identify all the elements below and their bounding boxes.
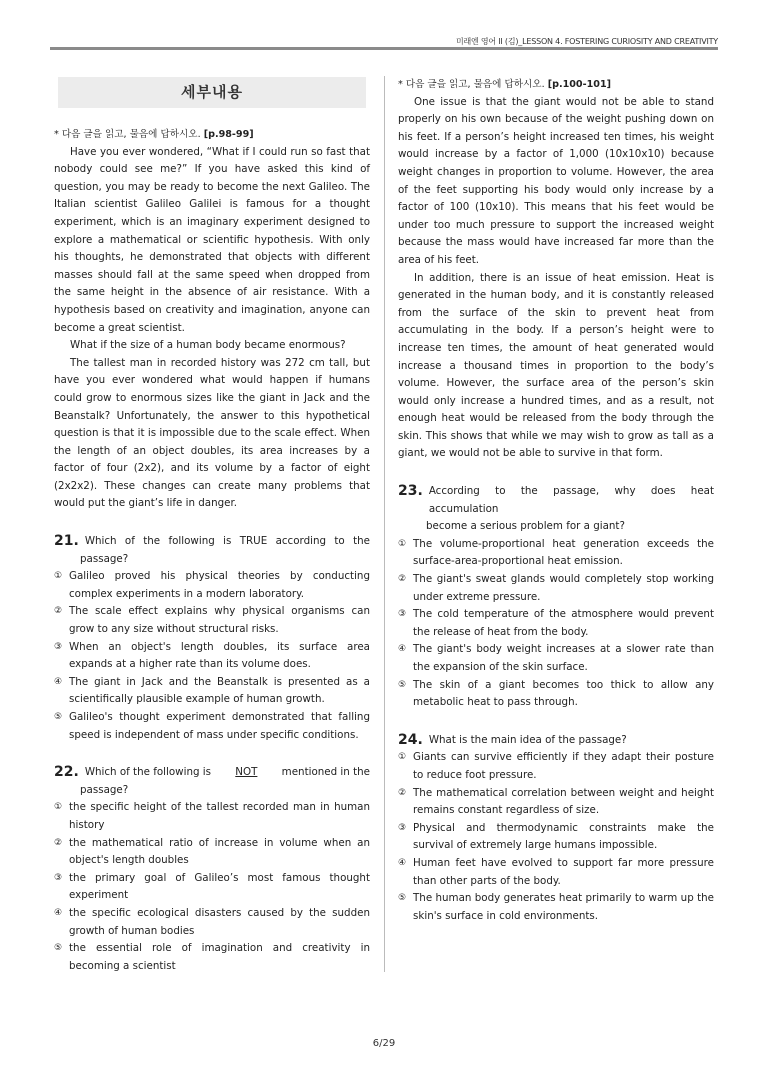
passage-paragraph: One issue is that the giant would not be able to stand properly on his own because of the weight pushing down on his feet. If a person’s height increased ten times, his weight would increase by a factor of 1,000 (10x10x10) because weight changes in proportion to volume. However, the area of the feet supporting his body would only increase by a factor of 100 (10x10). This means that his feet would be under too much pressure to support the increased weight because the mass would have increased far more than the area of his feet.	[398, 95, 714, 266]
passage-paragraph: In addition, there is an issue of heat emission. Heat is generated in the human body, and it is constantly released from the surface of the skin to prevent heat from accumulating in the body. If a person’s height were to increase ten times, the amount of heat generated would increase a thousand times in proportion to the body’s volume. However, the surface area of the person’s skin would only increase a hundred times, and as a result, not enough heat would be released from the body through the skin. This shows that while we may wish to grow as tall as a giant, we would not be able to survive in that form.	[398, 271, 714, 460]
right-column	[398, 76, 714, 925]
left-column	[54, 76, 370, 975]
question-stem-cont: passage?	[80, 552, 129, 565]
question-stem: Which of the following is TRUE according to the	[84, 535, 370, 548]
answer-option[interactable]: ① Giants can survive efficiently if they adapt their posture to reduce foot pressure.	[398, 751, 714, 781]
answer-option[interactable]: ② The giant's sweat glands would completely stop working under extreme pressure.	[398, 573, 714, 603]
question-23	[398, 483, 714, 712]
left-instruction	[54, 126, 370, 144]
answer-option[interactable]: ⑤ the essential role of imagination and creativity in becoming a scientist	[54, 942, 370, 972]
answer-option[interactable]: ② The scale effect explains why physical organisms can grow to any size without structural risks.	[54, 605, 370, 636]
not-emphasis: NOT	[235, 766, 258, 779]
section-title: 세부내용	[58, 77, 366, 108]
column-divider	[384, 76, 385, 972]
answer-option[interactable]: ④ The giant in Jack and the Beanstalk is presented as a scientifically plausible example of human growth.	[54, 675, 370, 706]
answer-option[interactable]: ① The volume-proportional heat generation exceeds the surface-area-proportional heat emission.	[398, 537, 714, 568]
question-stem: Which of the following is NOT mentioned in the	[85, 764, 370, 782]
question-number: 24.	[398, 731, 423, 748]
answer-option[interactable]: ③ The cold temperature of the atmosphere would prevent the release of heat from the body.	[398, 608, 714, 638]
question-stem-cont: passage?	[80, 783, 129, 796]
right-page-ref: [p.100-101]	[547, 79, 612, 90]
right-instruction-text: * 다음 글을 읽고, 물음에 답하시오.	[398, 79, 545, 90]
page-header: 미래엔 영어 II (김)_LESSON 4. FOSTERING CURIOSITY AND CREATIVITY	[455, 37, 718, 46]
answer-option[interactable]: ③ the primary goal of Galileo’s most famous thought experiment	[54, 871, 370, 902]
answer-option[interactable]: ⑤ The skin of a giant becomes too thick to allow any metabolic heat to pass through.	[398, 678, 714, 709]
passage-paragraph: Have you ever wondered, “What if I could run so fast that nobody could see me?” If you have asked this kind of question, you may be ready to become the next Galileo. The Italian scientist Galileo Galilei is famous for a thought experiment, which is an imaginary experiment designed to explore a mathematical or scientific hypothesis. With only his thoughts, he demonstrated that objects with different masses should fall at the same speed when dropped from the same height in the absence of air resistance. With a hypothesis based on creativity and imagination, anyone can become a great scientist.	[54, 145, 370, 334]
answer-option[interactable]: ② the mathematical ratio of increase in volume when an object's length doubles	[54, 836, 370, 867]
left-page-ref: [p.98-99]	[203, 129, 254, 140]
answer-option[interactable]: ⑤ The human body generates heat primarily to warm up the skin's surface in cold environments.	[398, 892, 714, 922]
passage-paragraph: The tallest man in recorded history was 272 cm tall, but have you ever wondered what would happen if humans could grow to enormous sizes like the giant in Jack and the Beanstalk? Unfortunately, the answer to this hypothetical question is that it is impossible due to the scale effect. When the length of an object doubles, its area increases by a factor of four (2x2), and its volume by a factor of eight (2x2x2). These changes can create many problems that would put the giant’s life in danger.	[54, 356, 370, 510]
question-stem-cont: become a serious problem for a giant?	[426, 520, 625, 533]
answer-option[interactable]: ① Galileo proved his physical theories by conducting complex experiments in a modern laboratory.	[54, 570, 370, 600]
answer-option[interactable]: ③ Physical and thermodynamic constraints make the survival of extremely large humans impossible.	[398, 821, 714, 852]
answer-option[interactable]: ① the specific height of the tallest recorded man in human history	[54, 801, 370, 831]
question-stem: What is the main idea of the passage?	[428, 733, 627, 746]
question-24	[398, 732, 714, 926]
answer-option[interactable]: ⑤ Galileo's thought experiment demonstrated that falling speed is independent of mass under specific conditions.	[54, 711, 370, 741]
answer-option[interactable]: ④ The giant's body weight increases at a slower rate than the expansion of the skin surface.	[398, 643, 714, 673]
answer-option[interactable]: ③ When an object's length doubles, its surface area expands at a higher rate than its volume does.	[54, 640, 370, 671]
header-rule	[50, 47, 718, 50]
question-number: 21.	[54, 533, 79, 550]
left-instruction-text: * 다음 글을 읽고, 물음에 답하시오.	[54, 129, 201, 140]
right-instruction	[398, 76, 714, 94]
answer-option[interactable]: ④ the specific ecological disasters caused by the sudden growth of human bodies	[54, 906, 370, 937]
question-number: 23.	[398, 483, 423, 500]
page-number: 6/29	[372, 1038, 396, 1049]
passage-paragraph: What if the size of a human body became enormous?	[70, 339, 346, 352]
answer-option[interactable]: ④ Human feet have evolved to support far more pressure than other parts of the body.	[398, 856, 714, 887]
question-stem: According to the passage, why does heat accumulation	[428, 485, 714, 515]
question-number: 22.	[54, 764, 79, 781]
question-21	[54, 533, 370, 744]
question-22	[54, 764, 370, 975]
answer-option[interactable]: ② The mathematical correlation between weight and height remains constant regardless of size.	[398, 786, 714, 817]
